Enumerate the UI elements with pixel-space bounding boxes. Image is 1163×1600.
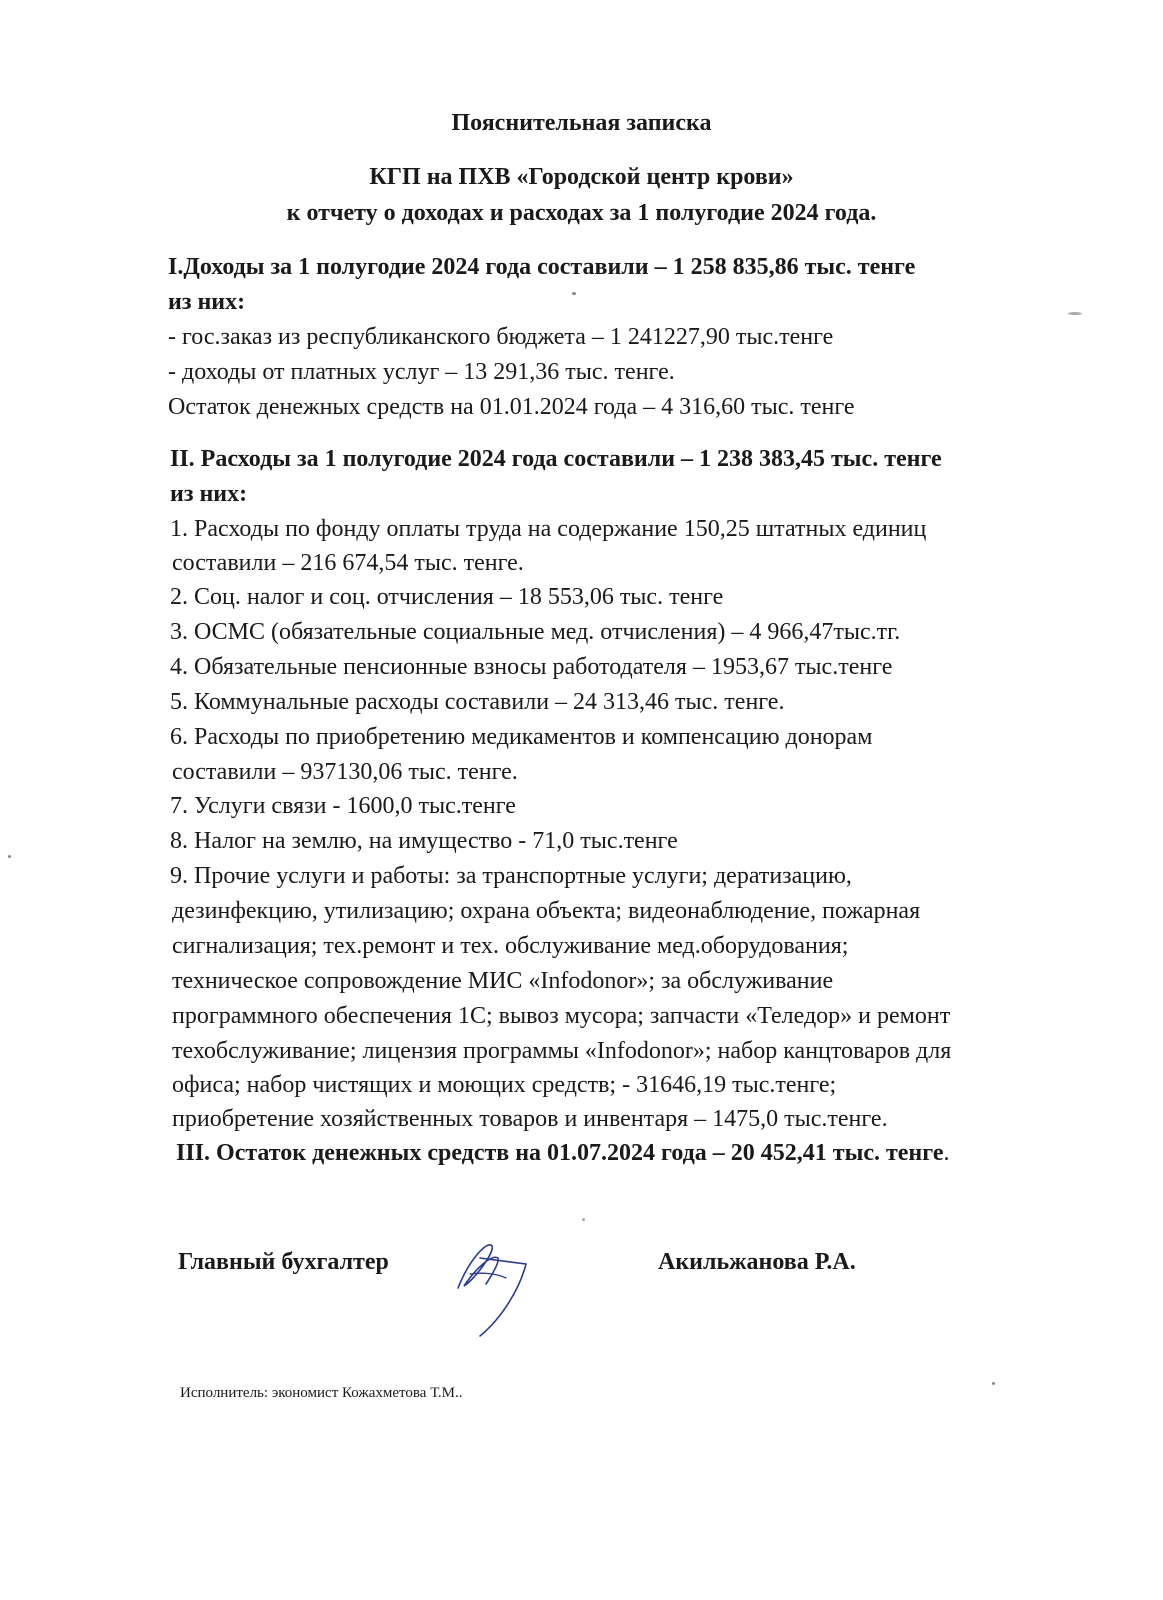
closing-balance-period: . (943, 1140, 950, 1166)
signatory-role: Главный бухгалтер (178, 1249, 389, 1275)
expense-line: сигнализация; тех.ремонт и тех. обслуживание мед.оборудования; (172, 933, 849, 959)
scan-speck (1068, 312, 1082, 315)
executor-note: Исполнитель: экономист Кожахметова Т.М.. (180, 1385, 463, 1401)
expense-line: техническое сопровождение МИС «Infodonor»; за обслуживание (172, 968, 834, 994)
closing-balance (176, 1136, 949, 1170)
expenses-heading: II. Расходы за 1 полугодие 2024 года составили – 1 238 383,45 тыс. тенге (170, 446, 942, 472)
expense-line: 8. Налог на землю, на имущество - 71,0 тыс.тенге (170, 828, 678, 854)
expense-line: 4. Обязательные пенсионные взносы работодателя – 1953,67 тыс.тенге (170, 654, 893, 680)
expenses-heading-of-which: из них: (170, 481, 248, 507)
expense-line: дезинфекцию, утилизацию; охрана объекта; видеонаблюдение, пожарная (172, 898, 921, 924)
income-heading-of-which: из них: (168, 289, 246, 315)
opening-balance: Остаток денежных средств на 01.01.2024 года – 4 316,60 тыс. тенге (168, 394, 855, 420)
scan-speck (572, 292, 576, 295)
expense-line: 2. Соц. налог и соц. отчисления – 18 553,06 тыс. тенге (170, 584, 724, 610)
income-heading: I.Доходы за 1 полугодие 2024 года составили – 1 258 835,86 тыс. тенге (168, 254, 916, 280)
income-item: - гос.заказ из республиканского бюджета – 1 241227,90 тыс.тенге (168, 324, 834, 350)
scan-speck (8, 855, 11, 858)
document-subtitle: к отчету о доходах и расходах за 1 полугодие 2024 года. (286, 200, 877, 226)
expense-line: программного обеспечения 1С; вывоз мусора; запчасти «Теледор» и ремонт (172, 1003, 951, 1029)
expense-line: 6. Расходы по приобретению медикаментов и компенсацию донорам (170, 724, 873, 750)
expense-line: 1. Расходы по фонду оплаты труда на содержание 150,25 штатных единиц (170, 516, 927, 542)
document-title: Пояснительная записка (451, 110, 712, 136)
closing-balance-text: III. Остаток денежных средств на 01.07.2024 года – 20 452,41 тыс. тенге (176, 1140, 944, 1166)
expense-line: приобретение хозяйственных товаров и инвентаря – 1475,0 тыс.тенге. (172, 1106, 888, 1132)
expense-line: офиса; набор чистящих и моющих средств; - 31646,19 тыс.тенге; (172, 1072, 837, 1098)
expense-line: техобслуживание; лицензия программы «Infodonor»; набор канцтоваров для (172, 1038, 952, 1064)
signatory-name: Акильжанова Р.А. (658, 1249, 856, 1275)
handwritten-signature (440, 1228, 550, 1343)
scan-speck (992, 1382, 995, 1385)
expense-line: составили – 937130,06 тыс. тенге. (172, 759, 518, 785)
expense-line: составили – 216 674,54 тыс. тенге. (172, 550, 524, 576)
expense-line: 5. Коммунальные расходы составили – 24 313,46 тыс. тенге. (170, 689, 785, 715)
scan-speck (582, 1218, 585, 1221)
income-item: - доходы от платных услуг – 13 291,36 тыс. тенге. (168, 359, 675, 385)
expense-line: 7. Услуги связи - 1600,0 тыс.тенге (170, 793, 516, 819)
expense-line: 3. ОСМС (обязательные социальные мед. отчисления) – 4 966,47тыс.тг. (170, 619, 901, 645)
organization-name: КГП на ПХВ «Городской центр крови» (369, 164, 794, 190)
expense-line: 9. Прочие услуги и работы: за транспортные услуги; дератизацию, (170, 863, 852, 889)
